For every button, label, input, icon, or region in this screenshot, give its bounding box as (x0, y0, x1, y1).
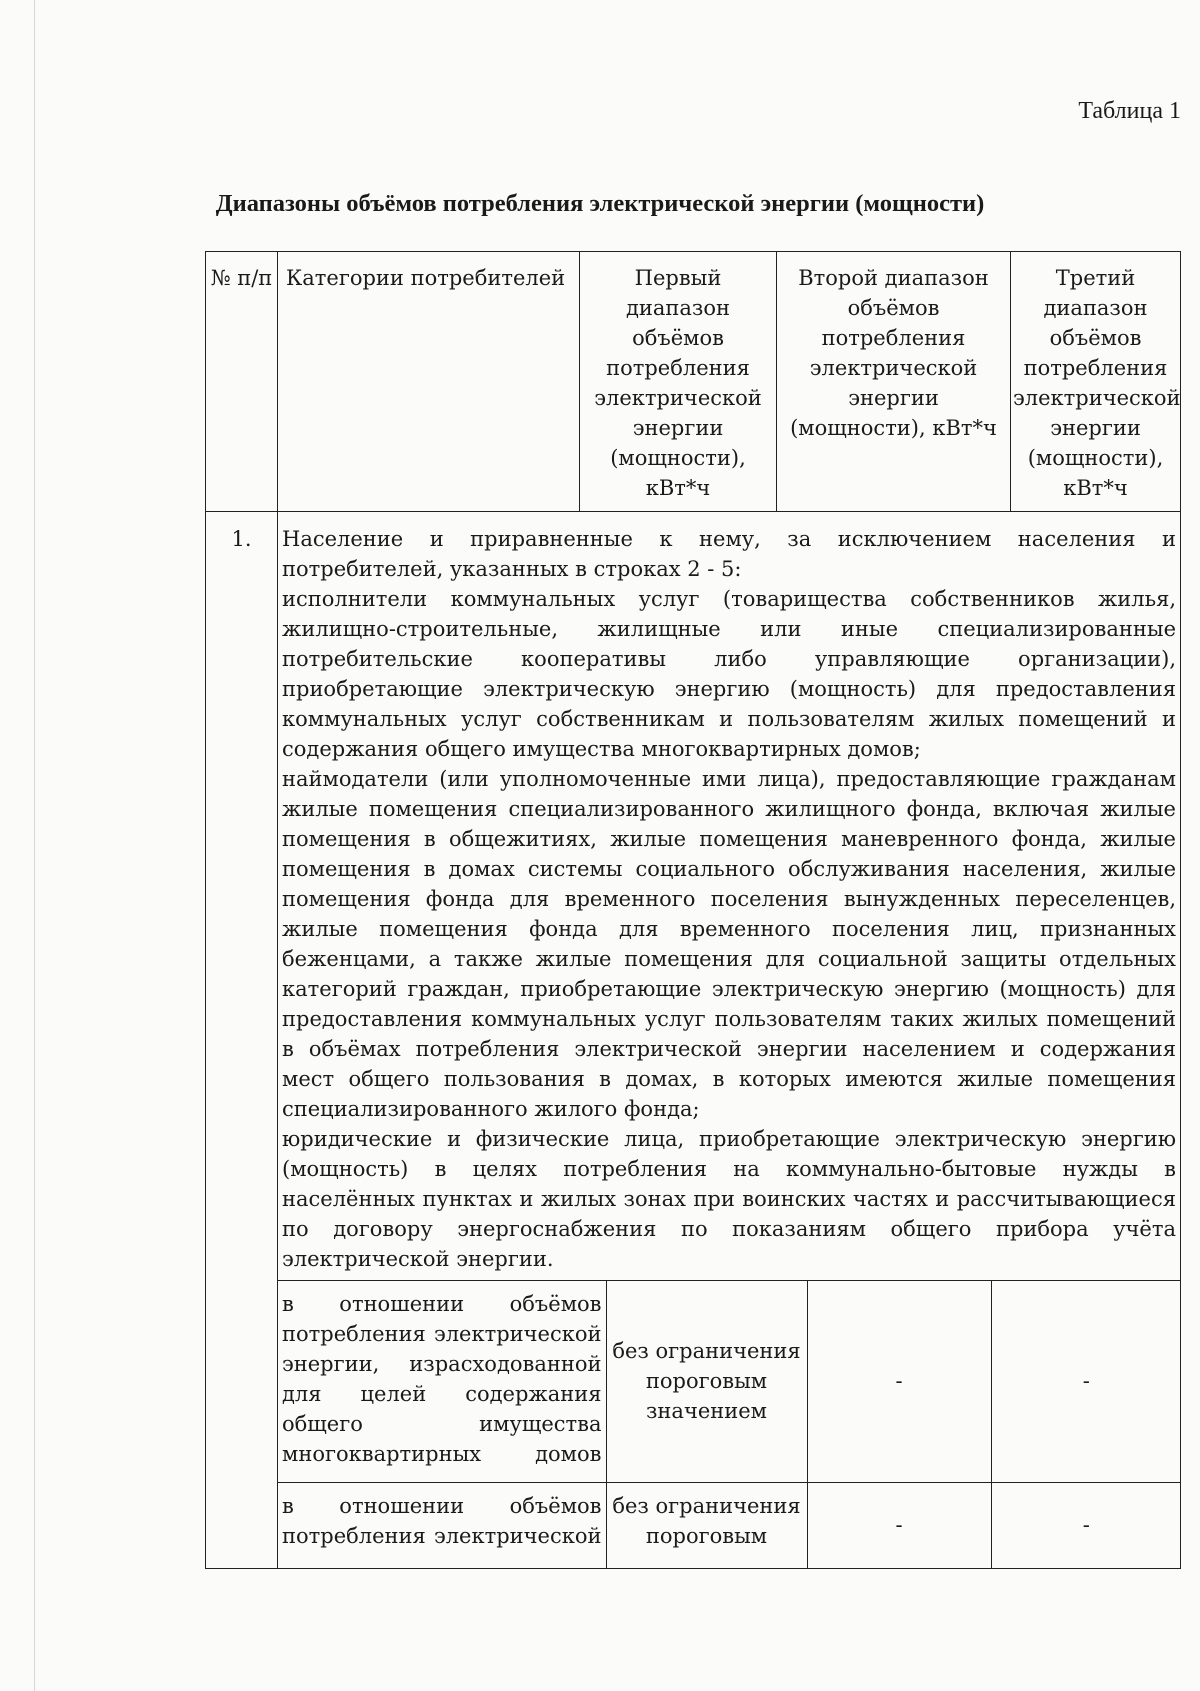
table-header-row (206, 252, 1181, 512)
header-range-3: Третий диапазон объёмов потребления электрической энергии (мощности), кВт*ч (1011, 252, 1181, 512)
subcategory-description: в отношении объёмов потребления электрической (278, 1482, 606, 1568)
subcategory-table (278, 1281, 1181, 1568)
subcategory-row (278, 1281, 1181, 1482)
table-number: Таблица 1 (1078, 98, 1181, 124)
header-range-1: Первый диапазон объёмов потребления электрической энергии (мощности), кВт*ч (580, 252, 777, 512)
row-number: 1. (206, 512, 278, 1569)
consumption-ranges-table (205, 251, 1181, 1569)
subcategory-range-3: - (991, 1281, 1181, 1482)
subcategory-row (278, 1482, 1181, 1568)
header-range-2: Второй диапазон объёмов потребления электрической энергии (мощности), кВт*ч (777, 252, 1011, 512)
category-description (278, 512, 1181, 1281)
subcategory-range-1: без ограничения пороговым значением (606, 1281, 807, 1482)
page-title: Диапазоны объёмов потребления электрической энергии (мощности) (215, 190, 985, 217)
subcategory-range-1: без ограничения пороговым (606, 1482, 807, 1568)
subcategory-range-2: - (807, 1482, 991, 1568)
category-paragraph: исполнители коммунальных услуг (товарищества собственников жилья, жилищно-строительные, жилищные или иные специализированные потребительские кооперативы либо управляющие организации), приобретающие электрическую энергию (мощность) для предоставления коммунальных услуг собственникам и пользователям жилых помещений и содержания общего имущества многоквартирных домов; (282, 587, 1176, 761)
subcategory-description: в отношении объёмов потребления электрической энергии, израсходованной для целей содержания общего имущества многоквартирных домов (278, 1281, 606, 1482)
subtable-container (278, 1281, 1181, 1569)
category-paragraph: Население и приравненные к нему, за исключением населения и потребителей, указанных в строках 2 - 5: (282, 527, 1176, 581)
subcategory-range-2: - (807, 1281, 991, 1482)
scan-edge-line (34, 0, 35, 1691)
category-paragraph: юридические и физические лица, приобретающие электрическую энергию (мощность) в целях потребления на коммунально-бытовые нужды в населённых пунктах и жилых зонах при воинских частях и рассчитывающиеся по договору энергоснабжения по показаниям общего прибора учёта электрической энергии. (282, 1127, 1176, 1271)
table-row (206, 512, 1181, 1281)
header-num: № п/п (206, 252, 278, 512)
header-category: Категории потребителей (278, 252, 580, 512)
category-paragraph: наймодатели (или уполномоченные ими лица), предоставляющие гражданам жилые помещения специализированного жилищного фонда, включая жилые помещения в общежитиях, жилые помещения маневренного фонда, жилые помещения в домах системы социального обслуживания населения, жилые помещения фонда для временного поселения вынужденных переселенцев, жилые помещения фонда для временного поселения лиц, признанных беженцами, а также жилые помещения для социальной защиты отдельных категорий граждан, приобретающие электрическую энергию (мощность) для предоставления коммунальных услуг пользователям таких жилых помещений в объёмах потребления электрической энергии населением и содержания мест общего пользования в домах, в которых имеются жилые помещения специализированного жилого фонда; (282, 767, 1176, 1121)
subcategory-range-3: - (991, 1482, 1181, 1568)
subtable-row (206, 1281, 1181, 1569)
